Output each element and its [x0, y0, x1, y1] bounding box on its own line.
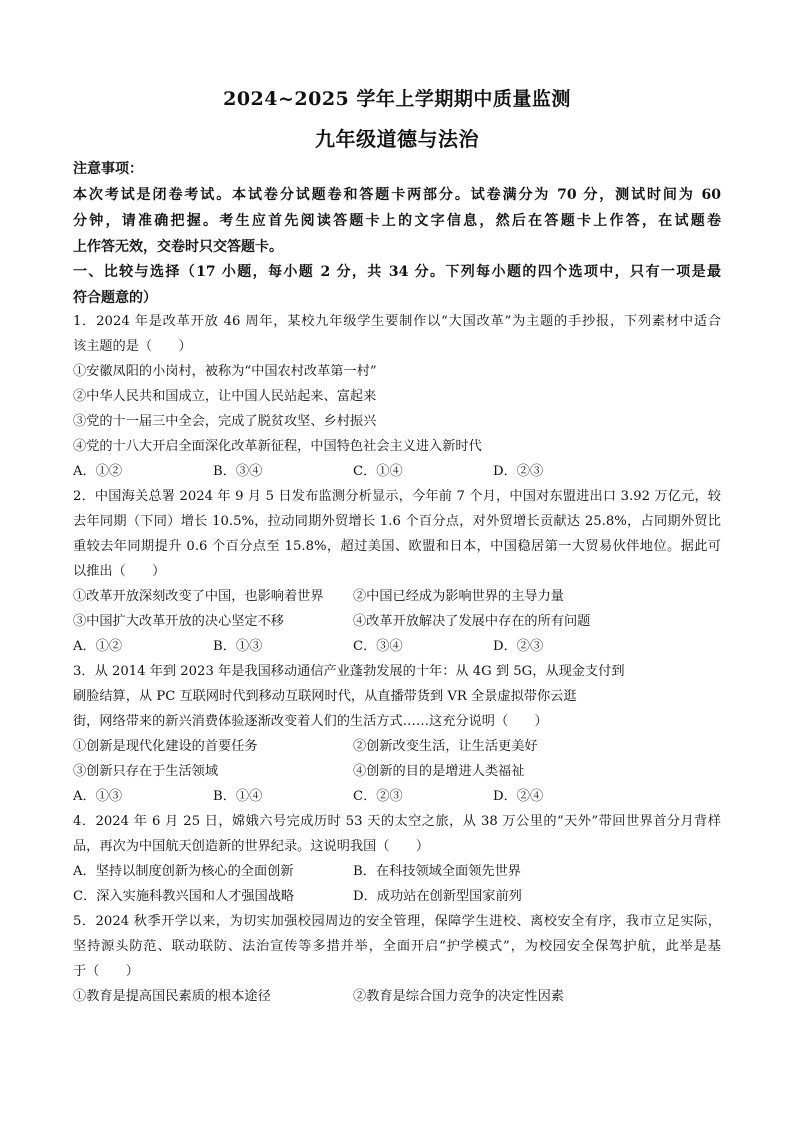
- section-heading-cont: 符合题意的）: [73, 290, 157, 306]
- question-2-item: ③中国扩大改革开放的决心坚定不移: [73, 614, 284, 629]
- question-3-stem: 刷脸结算，从 PC 互联网时代到移动互联网时代，从直播带货到 VR 全景虚拟带你云逛: [73, 689, 577, 704]
- question-5-stem: 坚持源头防范、联动联防、法治宣传等多措并举，全面开启“护学模式”，为校园安全保驾护航，此举是基: [73, 939, 721, 954]
- question-2-option-c: C．③④: [353, 639, 403, 654]
- exam-subject: 九年级道德与法治: [315, 127, 479, 151]
- question-4-option-d: D．成功站在创新型国家前列: [353, 889, 522, 904]
- question-5-stem: 于（ ）: [73, 964, 139, 979]
- question-2-item: ②中国已经成为影响世界的主导力量: [353, 589, 564, 604]
- question-3-option-d: D．②④: [493, 789, 544, 804]
- question-1-item: ②中华人民共和国成立，让中国人民站起来、富起来: [73, 389, 377, 404]
- question-4-option-b: B．在科技领域全面领先世界: [353, 864, 521, 879]
- question-5-item: ①教育是提高国民素质的根本途径: [73, 989, 271, 1004]
- notice-line: 本次考试是闭卷考试。本试卷分试题卷和答题卡两部分。试卷满分为 70 分，测试时间为 60: [73, 187, 721, 203]
- notice-heading: 注意事项：: [73, 161, 143, 177]
- question-3-stem: 3．从 2014 年到 2023 年是我国移动通信产业蓬勃发展的十年：从 4G 到 5G，从现金支付到: [73, 664, 625, 679]
- notice-line: 分钟，请准确把握。考生应首先阅读答题卡上的文字信息，然后在答题卡上作答，在试题卷: [73, 213, 721, 229]
- question-4-stem: 4．2024 年 6 月 25 日，嫦娥六号完成历时 53 天的太空之旅，从 38 万公里的“天外”带回世界首分月背样: [73, 814, 721, 829]
- question-3-option-c: C．②③: [353, 789, 403, 804]
- question-4-stem: 品，再次为中国航天创造新的世界纪录。这说明我国（ ）: [73, 839, 430, 854]
- question-3-item: ④创新的目的是增进人类福祉: [353, 764, 525, 779]
- section-heading: 一、比较与选择（17 小题，每小题 2 分，共 34 分。下列每小题的四个选项中，只有一项是最: [73, 264, 721, 280]
- exam-title: 2024~2025 学年上学期期中质量监测: [223, 88, 571, 110]
- question-4-option-c: C．深入实施科教兴国和人才强国战略: [73, 889, 295, 904]
- question-4-option-a: A．坚持以制度创新为核心的全面创新: [73, 864, 294, 879]
- notice-line: 上作答无效，交卷时只交答题卡。: [73, 239, 283, 255]
- question-2-item: ④改革开放解决了发展中存在的所有问题: [353, 614, 591, 629]
- question-2-item: ①改革开放深刻改变了中国，也影响着世界: [73, 589, 324, 604]
- question-1-item: ④党的十八大开启全面深化改革新征程，中国特色社会主义进入新时代: [73, 439, 482, 454]
- question-3-item: ①创新是现代化建设的首要任务: [73, 739, 258, 754]
- question-1-item: ①安徽凤阳的小岗村，被称为“中国农村改革第一村”: [73, 364, 377, 379]
- question-2-stem: 去年同期（下同）增长 10.5%，拉动同期外贸增长 1.6 个百分点，对外贸增长贡献达 25.8%，占同期外贸比: [73, 514, 721, 529]
- question-2-stem: 重较去年同期提升 0.6 个百分点至 15.8%，超过美国、欧盟和日本，中国稳居第一大贸易伙伴地位。据此可: [73, 539, 721, 554]
- question-2-stem: 以推出（ ）: [73, 564, 166, 579]
- question-5-stem: 5．2024 秋季开学以来，为切实加强校园周边的安全管理，保障学生进校、离校安全有序，我市立足实际，: [73, 914, 721, 929]
- question-3-option-b: B．①④: [213, 789, 263, 804]
- question-2-option-b: B．①③: [213, 639, 263, 654]
- question-2-stem: 2．中国海关总署 2024 年 9 月 5 日发布监测分析显示，今年前 7 个月，中国对东盟进出口 3.92 万亿元，较: [73, 489, 721, 504]
- question-3-item: ③创新只存在于生活领域: [73, 764, 219, 779]
- question-1-stem: 1．2024 年是改革开放 46 周年，某校九年级学生要制作以“大国改革”为主题的手抄报，下列素材中适合: [73, 314, 721, 329]
- question-1-item: ③党的十一届三中全会，完成了脱贫攻坚、乡村振兴: [73, 414, 377, 429]
- question-5-item: ②教育是综合国力竞争的决定性因素: [353, 989, 564, 1004]
- question-3-option-a: A．①③: [73, 789, 123, 804]
- question-1-option-b: B．③④: [213, 464, 263, 479]
- question-1-option-c: C．①④: [353, 464, 403, 479]
- question-3-stem: 街，网络带来的新兴消费体验逐渐改变着人们的生活方式……这充分说明（ ）: [73, 714, 548, 729]
- question-2-option-d: D．②③: [493, 639, 544, 654]
- question-1-stem: 该主题的是（ ）: [73, 339, 192, 354]
- question-1-option-d: D．②③: [493, 464, 544, 479]
- question-3-item: ②创新改变生活，让生活更美好: [353, 739, 538, 754]
- question-1-option-a: A．①②: [73, 464, 123, 479]
- question-2-option-a: A．①②: [73, 639, 123, 654]
